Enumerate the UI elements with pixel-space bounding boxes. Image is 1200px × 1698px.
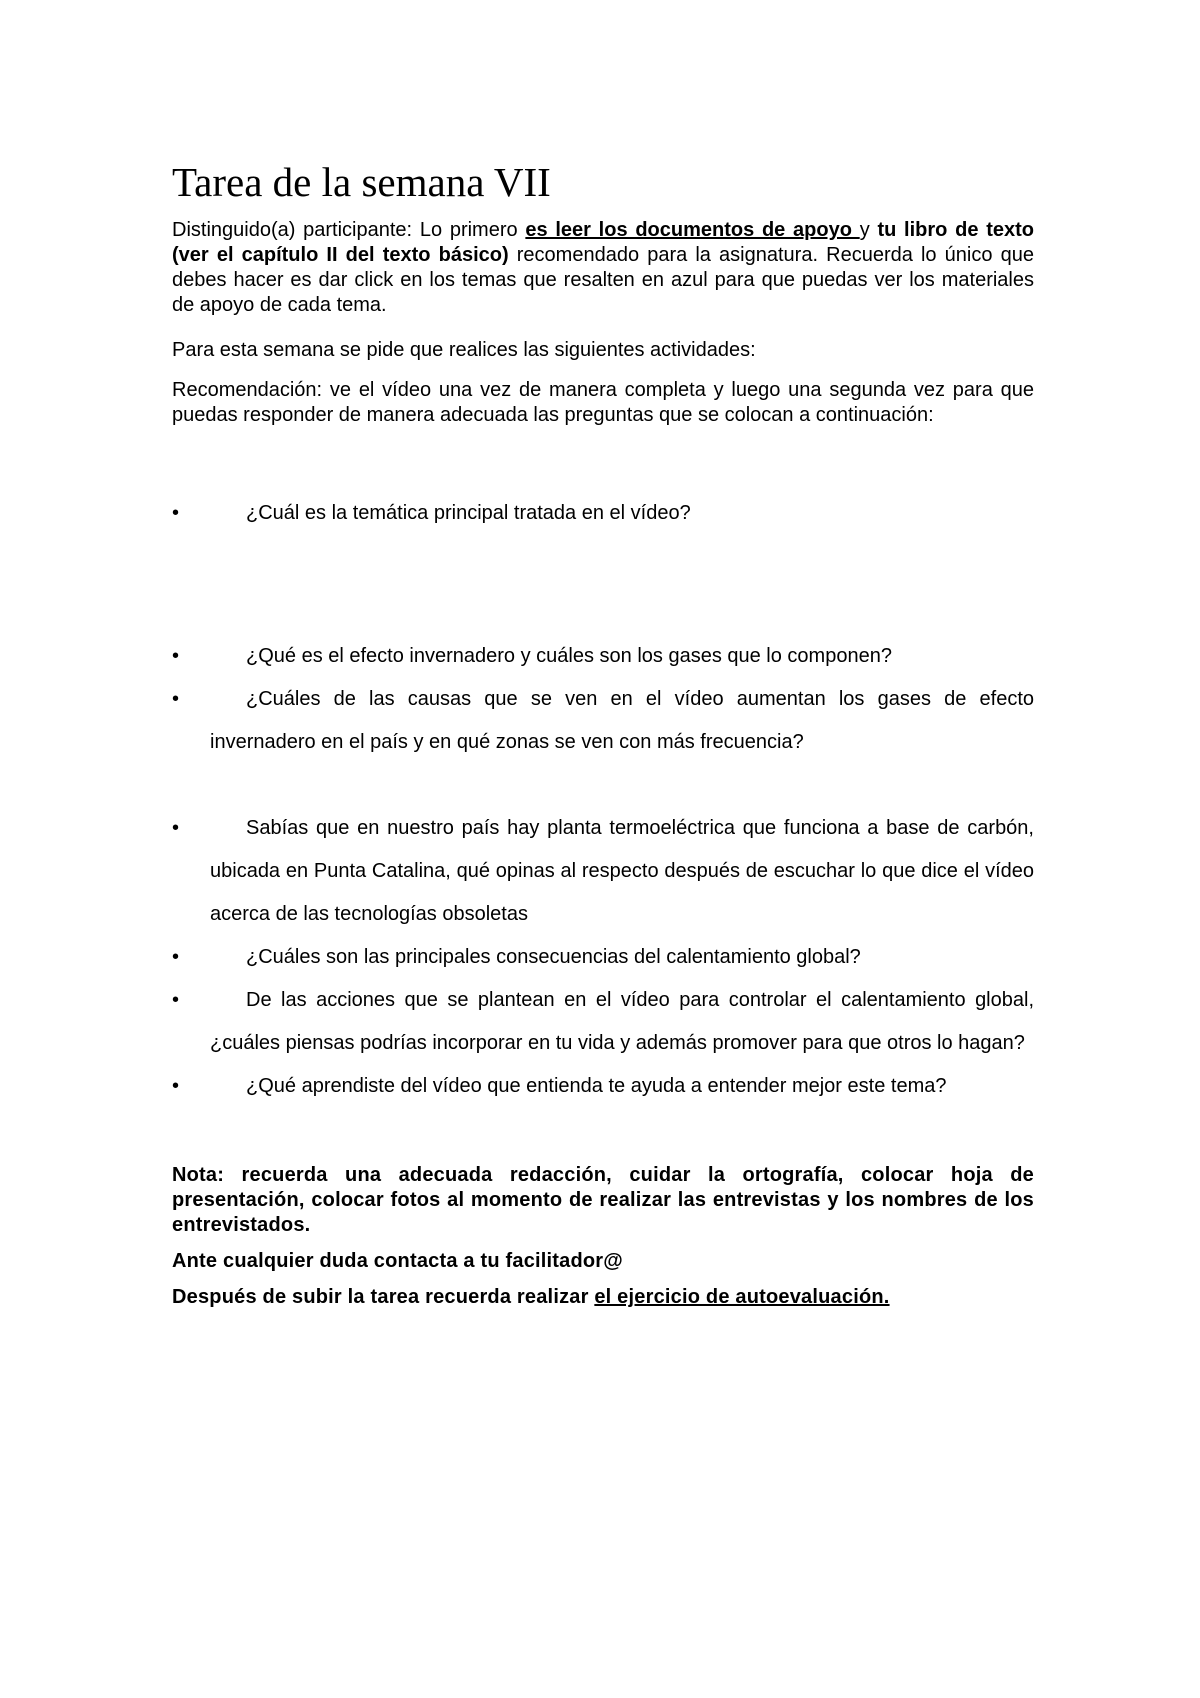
bullet-icon: • [172,989,180,1011]
question-item [172,492,1034,535]
final-paragraph [172,1285,1034,1310]
bullet-icon: • [172,688,180,710]
bullet-icon: • [172,502,180,524]
question-text: ¿Qué es el efecto invernadero y cuáles son los gases que lo componen? [246,645,892,667]
question-item [172,979,1034,1065]
intro-paragraph [172,218,1034,318]
question-list-1 [172,492,1034,535]
question-item [172,635,1034,678]
question-text: ¿Cuáles son las principales consecuencias del calentamiento global? [246,946,861,968]
question-text: ¿Cuáles de las causas que se ven en el vídeo aumentan los gases de efecto invernadero en el país y en qué zonas se ven con más frecuencia? [210,688,1034,753]
autoevaluacion-link[interactable]: el ejercicio de autoevaluación. [594,1286,890,1308]
contact-paragraph: Ante cualquier duda contacta a tu facilitador@ [172,1250,623,1272]
question-list-3 [172,807,1034,1108]
notes-section [172,1163,1034,1321]
question-item [172,807,1034,936]
documentos-de-apoyo-link[interactable]: es leer los documentos de apoyo [525,219,860,241]
final-text: Después de subir la tarea recuerda realizar [172,1286,595,1308]
page-title: Tarea de la semana VII [172,159,551,205]
intro-text-1: Distinguido(a) participante: Lo primero [172,219,526,241]
question-item [172,936,1034,979]
recommendation-paragraph: Recomendación: ve el vídeo una vez de manera completa y luego una segunda vez para que puedas responder de manera adecuada las preguntas que se colocan a continuación: [172,379,1034,426]
question-text: ¿Qué aprendiste del vídeo que entienda te ayuda a entender mejor este tema? [246,1075,947,1097]
question-text: Sabías que en nuestro país hay planta termoeléctrica que funciona a base de carbón, ubicada en Punta Catalina, qué opinas al respecto después de escuchar lo que dice el vídeo acerca de las tecnologías obsoletas [210,817,1034,925]
question-item [172,678,1034,764]
question-item [172,1065,1034,1108]
instruction-paragraph: Para esta semana se pide que realices las siguientes actividades: [172,339,756,361]
question-list-2 [172,635,1034,764]
bullet-icon: • [172,645,180,667]
intro-text-2: y [859,219,878,241]
bullet-icon: • [172,1075,180,1097]
question-text: ¿Cuál es la temática principal tratada en el vídeo? [246,502,691,524]
bullet-icon: • [172,817,180,839]
libro-de-texto-text: tu libro de texto (ver el capítulo II del texto básico) [172,219,1034,266]
note-paragraph: Nota: recuerda una adecuada redacción, cuidar la ortografía, colocar hoja de presentación, colocar fotos al momento de realizar las entrevistas y los nombres de los entrevistados. [172,1164,1034,1236]
bullet-icon: • [172,946,180,968]
intro-text-3: recomendado para la asignatura. Recuerda lo único que debes hacer es dar click en los temas que resalten en azul para que puedas ver los materiales de apoyo de cada tema. [172,244,1034,316]
question-text: De las acciones que se plantean en el vídeo para controlar el calentamiento global, ¿cuáles piensas podrías incorporar en tu vida y además promover para que otros lo hagan? [210,989,1034,1054]
